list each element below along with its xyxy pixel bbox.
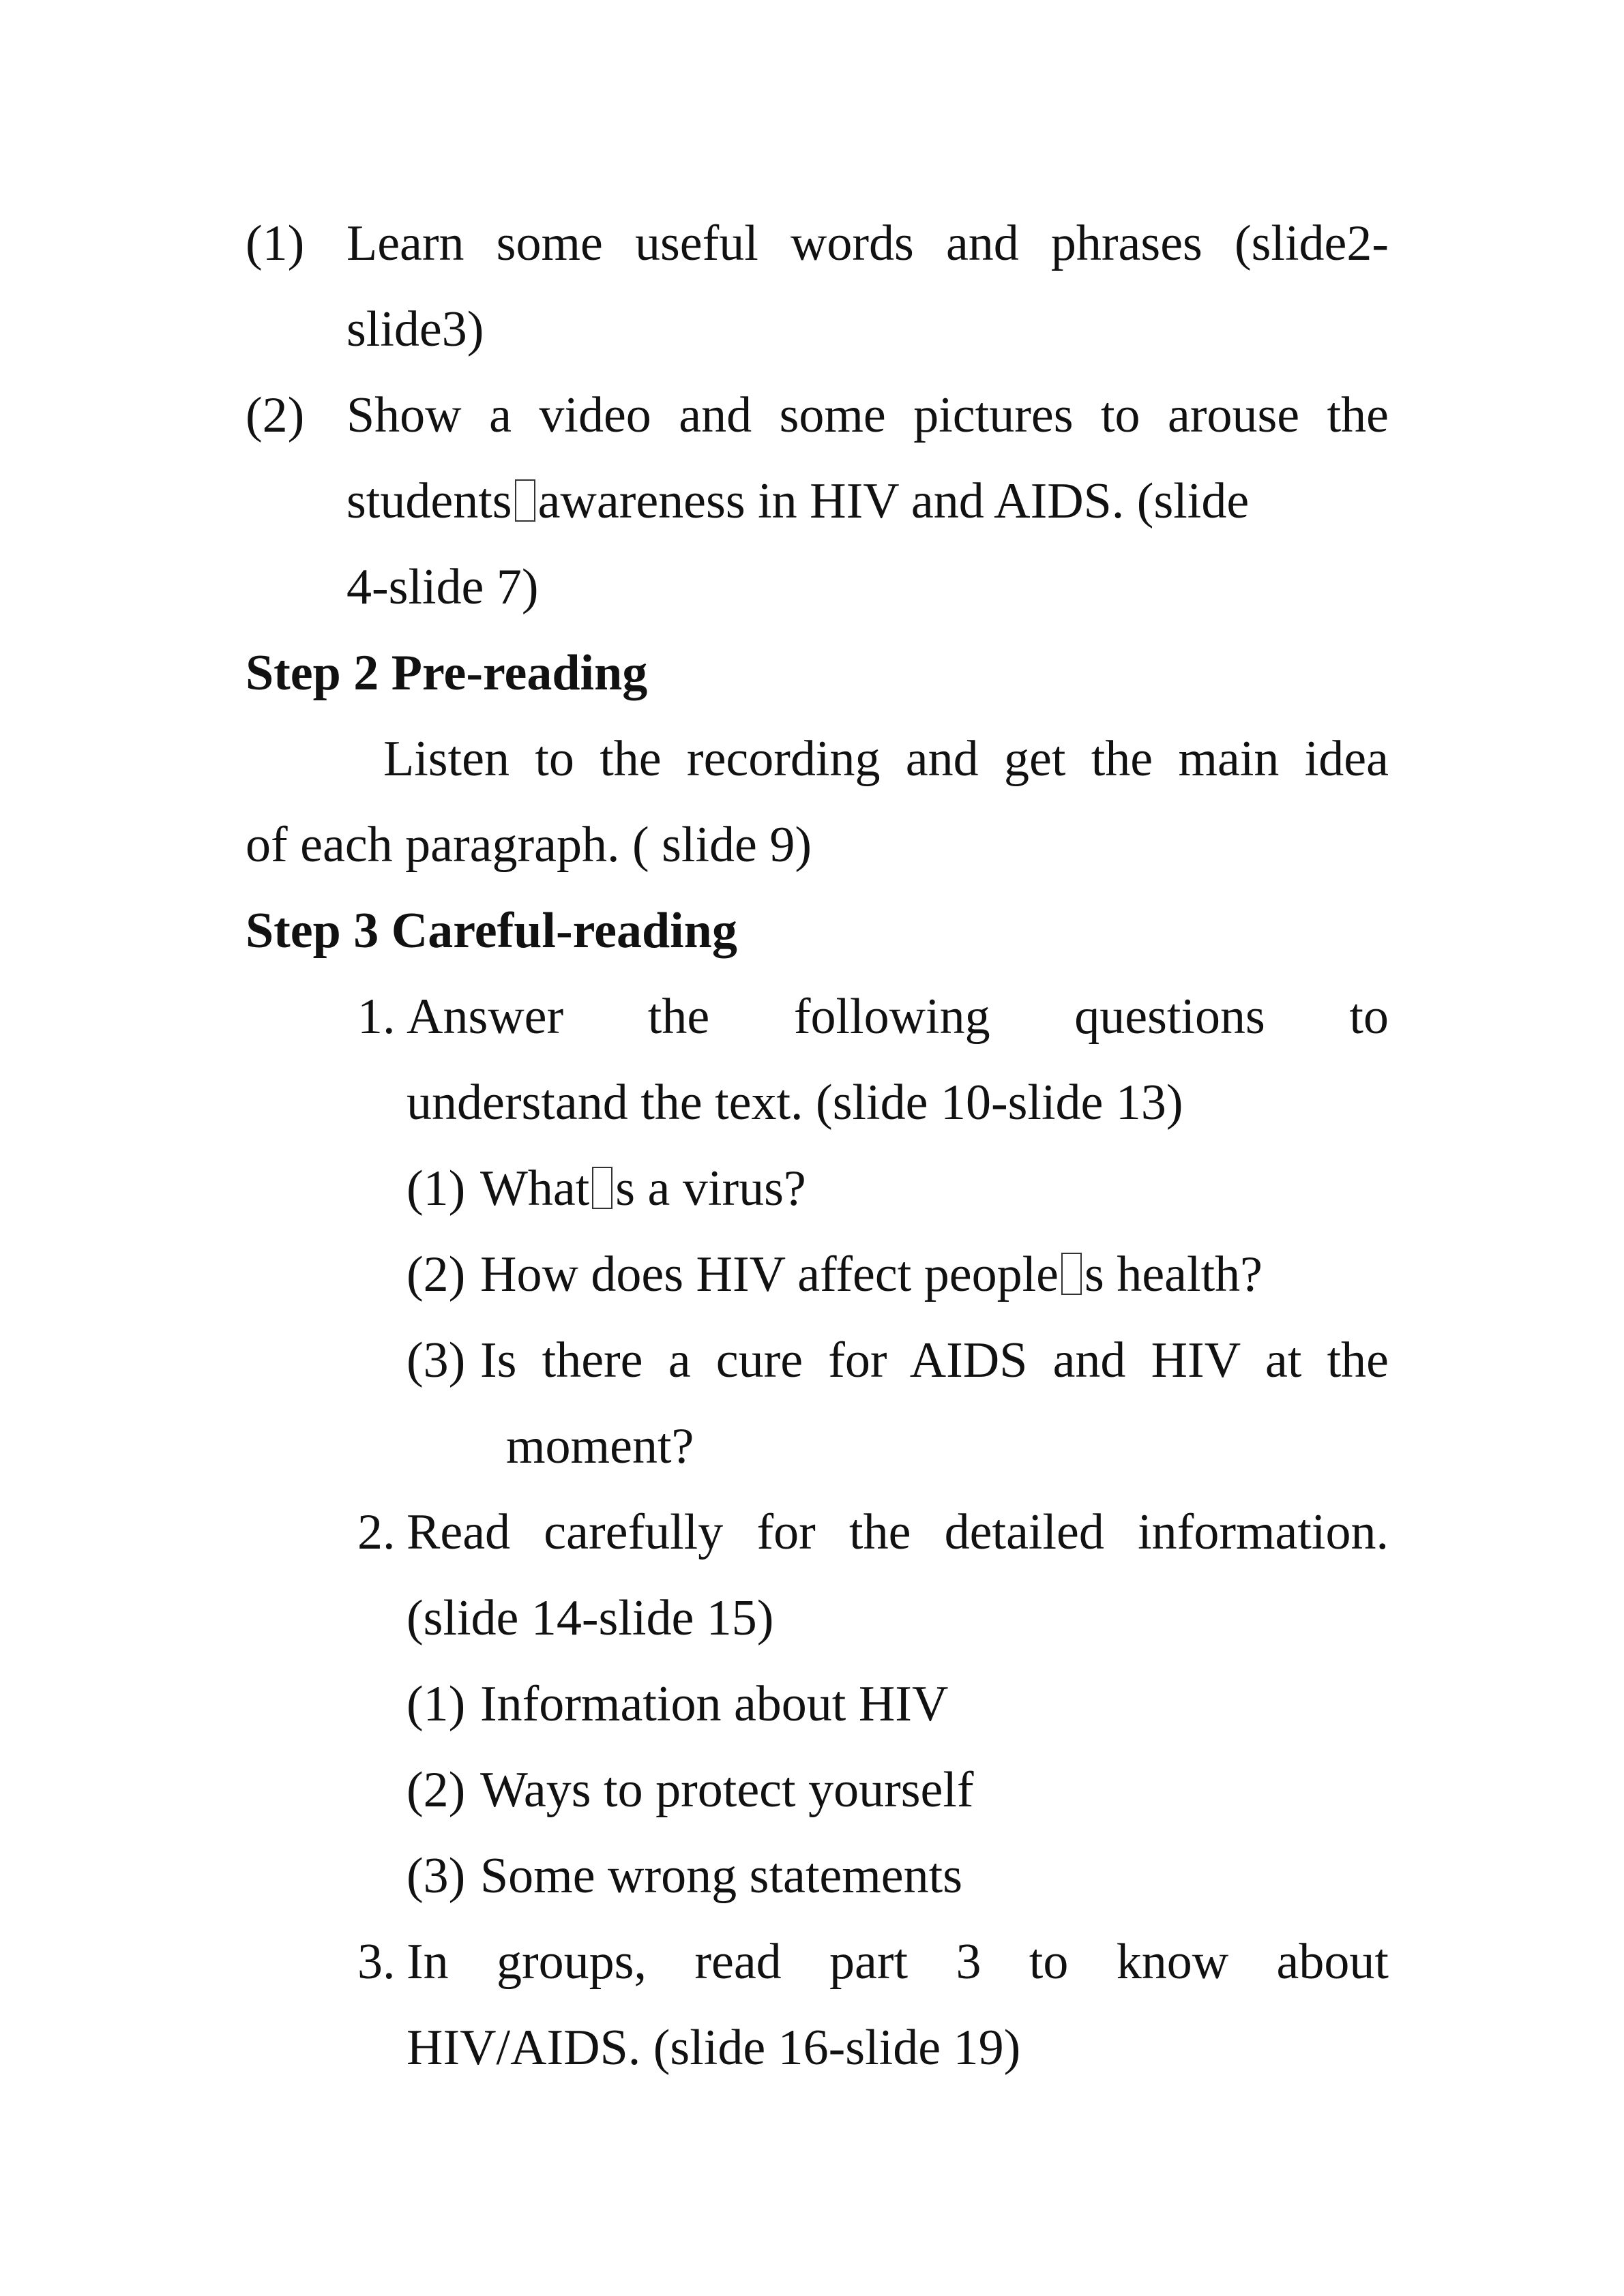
sub-list-marker: (3) [407, 1332, 466, 1388]
word: groups, [497, 1934, 647, 1990]
sub-list-marker: (1) [407, 1161, 466, 1217]
list-marker: 1. [357, 989, 396, 1045]
list-marker: 3. [357, 1934, 396, 1990]
list-marker: (2) [246, 387, 305, 443]
sub-list-marker: (3) [407, 1848, 466, 1904]
word: to [1029, 1934, 1069, 1990]
sub-list-item-text: moment? [506, 1418, 694, 1474]
section-heading: Step 3 Careful-reading [246, 903, 737, 959]
sub-list-marker: (2) [407, 1247, 466, 1302]
word: Answer [407, 989, 564, 1045]
paragraph-text: Listen to the recording and get the main idea [383, 731, 1389, 787]
sub-list-item-text: What s a virus? [480, 1161, 806, 1217]
sub-list-item-text: Some wrong statements [480, 1848, 963, 1904]
sub-list-marker: (2) [407, 1762, 466, 1818]
list-item-line [407, 1931, 1389, 1993]
list-item-text: Learn some useful words and phrases (slide2- [346, 215, 1389, 271]
missing-glyph-box [592, 1167, 612, 1209]
list-marker: (1) [246, 215, 305, 271]
list-marker: 2. [357, 1504, 396, 1560]
word: read [694, 1934, 782, 1990]
missing-glyph-box [1061, 1253, 1082, 1295]
word: know [1116, 1934, 1229, 1990]
list-item-text: understand the text. (slide 10-slide 13) [407, 1075, 1183, 1131]
list-item-text: 4-slide 7) [346, 559, 539, 615]
sub-list-item-text: Information about HIV [480, 1676, 949, 1732]
list-item-text-fragment: students awareness in HIV and AIDS. (slide [346, 473, 1250, 529]
sub-list-item-text: Ways to protect yourself [480, 1762, 974, 1818]
sub-list-item-text: How does HIV affect people s health? [480, 1247, 1263, 1302]
list-item-text: (slide 14-slide 15) [407, 1590, 774, 1646]
list-item-text: Read carefully for the detailed information. [407, 1504, 1389, 1560]
paragraph-text: of each paragraph. ( slide 9) [246, 817, 812, 873]
word: part [829, 1934, 909, 1990]
sub-list-item-text: Is there a cure for AIDS and HIV at the [480, 1332, 1389, 1388]
list-item-line [346, 471, 1389, 532]
word: to [1349, 989, 1389, 1045]
list-item-text: Show a video and some pictures to arouse the [346, 387, 1389, 443]
word: about [1276, 1934, 1389, 1990]
missing-glyph-box [515, 479, 535, 522]
word: the [647, 989, 710, 1045]
list-item-line [407, 986, 1389, 1047]
word: following [793, 989, 990, 1045]
word: 3 [956, 1934, 981, 1990]
section-heading: Step 2 Pre-reading [246, 645, 648, 701]
sub-list-marker: (1) [407, 1676, 466, 1732]
word: questions [1074, 989, 1265, 1045]
list-item-text: HIV/AIDS. (slide 16-slide 19) [407, 2020, 1021, 2076]
word: In [407, 1934, 449, 1990]
list-item-text: slide3) [346, 301, 484, 357]
